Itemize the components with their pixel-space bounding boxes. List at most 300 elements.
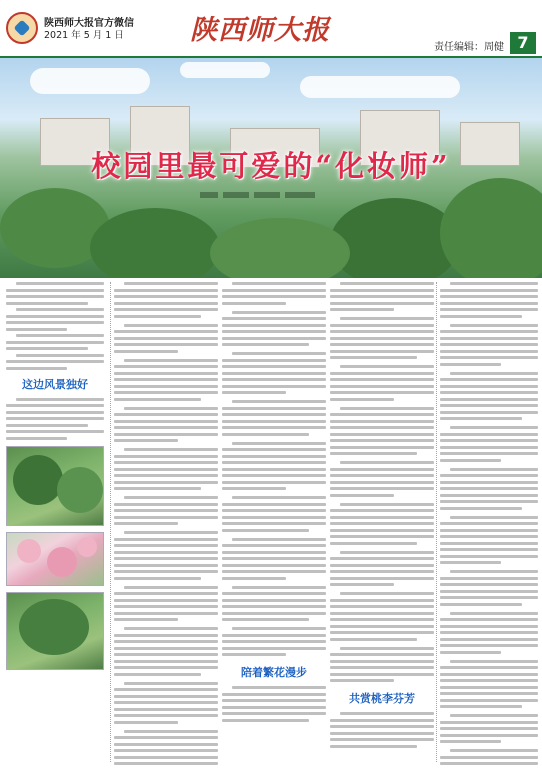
- paragraph-block: [222, 352, 326, 394]
- text-line-placeholder: [440, 404, 538, 407]
- text-line-placeholder: [6, 424, 88, 427]
- text-line-placeholder: [232, 496, 326, 499]
- text-line-placeholder: [330, 625, 434, 628]
- text-line-placeholder: [440, 391, 538, 394]
- text-line-placeholder: [114, 538, 218, 541]
- text-line-placeholder: [114, 385, 218, 388]
- paragraph-block: [114, 682, 218, 724]
- text-line-placeholder: [114, 756, 218, 759]
- text-line-placeholder: [114, 302, 218, 305]
- text-line-placeholder: [222, 712, 326, 715]
- text-line-placeholder: [222, 420, 326, 423]
- text-line-placeholder: [114, 736, 218, 739]
- text-line-placeholder: [450, 612, 538, 615]
- text-line-placeholder: [222, 433, 309, 436]
- paragraph-block: [330, 503, 434, 545]
- text-line-placeholder: [440, 295, 538, 298]
- text-line-placeholder: [222, 448, 326, 451]
- text-line-placeholder: [232, 586, 326, 589]
- text-line-placeholder: [114, 413, 218, 416]
- text-line-placeholder: [6, 315, 104, 318]
- text-line-placeholder: [340, 461, 434, 464]
- text-line-placeholder: [340, 365, 434, 368]
- text-line-placeholder: [114, 544, 218, 547]
- paragraph-block: [440, 324, 538, 366]
- text-line-placeholder: [450, 282, 538, 285]
- text-line-placeholder: [330, 738, 434, 741]
- byline-text-placeholder: [285, 192, 315, 198]
- text-line-placeholder: [114, 516, 218, 519]
- text-line-placeholder: [440, 529, 538, 532]
- paragraph-block: [440, 282, 538, 318]
- text-line-placeholder: [222, 612, 326, 615]
- text-line-placeholder: [114, 714, 218, 717]
- gallery-photo: [6, 592, 104, 670]
- text-line-placeholder: [222, 487, 286, 490]
- text-line-placeholder: [6, 430, 104, 433]
- text-line-placeholder: [114, 295, 218, 298]
- text-line-placeholder: [114, 433, 218, 436]
- text-line-placeholder: [330, 446, 434, 449]
- text-line-placeholder: [16, 334, 104, 337]
- text-line-placeholder: [330, 583, 394, 586]
- right-column: [440, 282, 538, 768]
- text-line-placeholder: [330, 719, 434, 722]
- text-line-placeholder: [330, 494, 394, 497]
- text-line-placeholder: [440, 762, 538, 765]
- text-line-placeholder: [114, 605, 218, 608]
- text-line-placeholder: [222, 592, 326, 595]
- text-line-placeholder: [222, 693, 326, 696]
- paragraph-block: [114, 730, 218, 768]
- text-line-placeholder: [340, 282, 434, 285]
- text-line-placeholder: [330, 487, 434, 490]
- text-line-placeholder: [114, 378, 218, 381]
- text-line-placeholder: [330, 599, 434, 602]
- text-line-placeholder: [232, 686, 326, 689]
- text-line-placeholder: [440, 452, 538, 455]
- text-line-placeholder: [222, 413, 326, 416]
- text-line-placeholder: [440, 378, 538, 381]
- text-line-placeholder: [232, 282, 326, 285]
- text-line-placeholder: [340, 551, 434, 554]
- text-line-placeholder: [124, 531, 218, 534]
- text-line-placeholder: [114, 721, 178, 724]
- text-line-placeholder: [450, 324, 538, 327]
- text-line-placeholder: [440, 577, 538, 580]
- text-line-placeholder: [330, 605, 434, 608]
- text-line-placeholder: [222, 640, 326, 643]
- paragraph-block: [440, 749, 538, 768]
- text-line-placeholder: [124, 282, 218, 285]
- text-line-placeholder: [222, 407, 326, 410]
- text-line-placeholder: [124, 586, 218, 589]
- text-line-placeholder: [114, 695, 218, 698]
- paragraph-block: [440, 570, 538, 606]
- text-line-placeholder: [232, 538, 326, 541]
- text-line-placeholder: [222, 481, 326, 484]
- text-line-placeholder: [114, 708, 218, 711]
- text-line-placeholder: [6, 289, 104, 292]
- text-line-placeholder: [440, 692, 538, 695]
- text-line-placeholder: [330, 535, 434, 538]
- text-line-placeholder: [232, 352, 326, 355]
- text-line-placeholder: [222, 289, 326, 292]
- text-line-placeholder: [222, 426, 326, 429]
- text-line-placeholder: [6, 328, 67, 331]
- paragraph-block: [222, 627, 326, 656]
- text-line-placeholder: [222, 544, 326, 547]
- paragraph-block: [222, 586, 326, 622]
- paragraph-block: [440, 372, 538, 421]
- text-line-placeholder: [114, 468, 218, 471]
- text-line-placeholder: [330, 666, 434, 669]
- text-line-placeholder: [440, 500, 538, 503]
- text-line-placeholder: [16, 398, 104, 401]
- paragraph-block: [440, 660, 538, 709]
- text-line-placeholder: [340, 317, 434, 320]
- paragraph-block: [330, 551, 434, 587]
- text-line-placeholder: [330, 564, 434, 567]
- text-line-placeholder: [440, 350, 538, 353]
- issue-date: 2021 年 5 月 1 日: [44, 30, 124, 41]
- text-line-placeholder: [440, 289, 538, 292]
- text-line-placeholder: [330, 679, 394, 682]
- text-line-placeholder: [330, 618, 434, 621]
- text-line-placeholder: [330, 308, 394, 311]
- text-line-placeholder: [6, 341, 104, 344]
- text-line-placeholder: [330, 631, 434, 634]
- paragraph-block: [114, 627, 218, 676]
- paragraph-block: [330, 712, 434, 748]
- paragraph-block: [114, 359, 218, 401]
- text-line-placeholder: [6, 302, 88, 305]
- text-line-placeholder: [222, 706, 326, 709]
- text-line-placeholder: [440, 673, 538, 676]
- text-line-placeholder: [222, 302, 286, 305]
- photo-detail: [19, 599, 89, 655]
- text-line-placeholder: [450, 749, 538, 752]
- text-line-placeholder: [440, 686, 538, 689]
- text-line-placeholder: [330, 732, 434, 735]
- byline-text-placeholder: [223, 192, 249, 198]
- text-line-placeholder: [330, 413, 434, 416]
- article-headline: 校园里最可爱的“化妆师”: [91, 149, 451, 183]
- text-line-placeholder: [330, 295, 434, 298]
- text-line-placeholder: [6, 411, 104, 414]
- text-line-placeholder: [330, 433, 434, 436]
- text-line-placeholder: [222, 647, 326, 650]
- text-line-placeholder: [232, 311, 326, 314]
- text-line-placeholder: [222, 522, 326, 525]
- column-divider: [436, 282, 437, 762]
- text-line-placeholder: [440, 727, 538, 730]
- text-line-placeholder: [450, 426, 538, 429]
- text-line-placeholder: [114, 420, 218, 423]
- text-line-placeholder: [222, 557, 326, 560]
- text-line-placeholder: [222, 378, 326, 381]
- gallery-photo: [6, 532, 104, 586]
- text-line-placeholder: [6, 347, 88, 350]
- text-line-placeholder: [330, 529, 434, 532]
- cloud-shape: [180, 62, 270, 78]
- text-line-placeholder: [114, 372, 218, 375]
- text-line-placeholder: [440, 535, 538, 538]
- text-line-placeholder: [222, 324, 326, 327]
- paragraph-block: [440, 426, 538, 462]
- text-line-placeholder: [114, 557, 218, 560]
- text-line-placeholder: [114, 666, 218, 669]
- text-line-placeholder: [114, 337, 218, 340]
- text-line-placeholder: [440, 756, 538, 759]
- text-line-placeholder: [222, 577, 286, 580]
- text-line-placeholder: [222, 295, 326, 298]
- paragraph-block: [330, 317, 434, 359]
- paragraph-block: [330, 282, 434, 311]
- text-line-placeholder: [222, 343, 309, 346]
- text-line-placeholder: [330, 385, 434, 388]
- text-line-placeholder: [114, 487, 201, 490]
- text-line-placeholder: [330, 289, 434, 292]
- text-line-placeholder: [114, 315, 201, 318]
- text-line-placeholder: [440, 705, 522, 708]
- paragraph-block: [330, 592, 434, 641]
- text-line-placeholder: [330, 612, 434, 615]
- text-line-placeholder: [440, 734, 538, 737]
- text-line-placeholder: [114, 522, 178, 525]
- paragraph-block: [440, 612, 538, 654]
- text-line-placeholder: [440, 638, 538, 641]
- text-line-placeholder: [222, 391, 286, 394]
- text-line-placeholder: [440, 596, 538, 599]
- text-line-placeholder: [330, 426, 434, 429]
- cloud-shape: [300, 76, 460, 98]
- text-line-placeholder: [450, 468, 538, 471]
- text-line-placeholder: [330, 330, 434, 333]
- text-line-placeholder: [114, 509, 218, 512]
- text-line-placeholder: [114, 618, 178, 621]
- text-line-placeholder: [6, 367, 67, 370]
- paragraph-block: [222, 538, 326, 580]
- text-line-placeholder: [114, 577, 201, 580]
- text-line-placeholder: [222, 365, 326, 368]
- text-line-placeholder: [440, 330, 538, 333]
- text-line-placeholder: [114, 343, 218, 346]
- text-line-placeholder: [6, 321, 104, 324]
- paragraph-block: [114, 586, 218, 622]
- text-line-placeholder: [330, 653, 434, 656]
- text-line-placeholder: [450, 570, 538, 573]
- text-line-placeholder: [114, 647, 218, 650]
- text-line-placeholder: [222, 474, 326, 477]
- text-line-placeholder: [222, 653, 286, 656]
- text-line-placeholder: [114, 289, 218, 292]
- paragraph-block: [440, 714, 538, 743]
- text-line-placeholder: [330, 745, 417, 748]
- text-line-placeholder: [114, 330, 218, 333]
- cloud-shape: [30, 68, 150, 94]
- text-line-placeholder: [440, 356, 538, 359]
- text-line-placeholder: [114, 599, 218, 602]
- text-line-placeholder: [330, 516, 434, 519]
- left-column: [6, 282, 104, 676]
- text-line-placeholder: [222, 516, 326, 519]
- paragraph-block: [330, 407, 434, 456]
- page-number-badge: 7: [510, 32, 536, 54]
- text-line-placeholder: [450, 660, 538, 663]
- photo-detail: [17, 539, 41, 563]
- photo-detail: [77, 537, 97, 557]
- section-heading: 陪着繁花漫步: [241, 666, 307, 679]
- text-line-placeholder: [440, 561, 501, 564]
- text-line-placeholder: [330, 577, 434, 580]
- text-line-placeholder: [440, 363, 501, 366]
- text-line-placeholder: [440, 651, 501, 654]
- text-line-placeholder: [440, 542, 538, 545]
- text-line-placeholder: [114, 426, 218, 429]
- text-line-placeholder: [114, 570, 218, 573]
- paragraph-block: [114, 282, 218, 318]
- text-line-placeholder: [124, 407, 218, 410]
- text-line-placeholder: [330, 398, 394, 401]
- text-line-placeholder: [330, 378, 434, 381]
- wechat-label: 陕西师大报官方微信: [44, 18, 134, 29]
- hero-photo: [0, 58, 542, 278]
- column-divider: [110, 282, 111, 762]
- text-line-placeholder: [440, 439, 538, 442]
- text-line-placeholder: [222, 359, 326, 362]
- paragraph-block: [114, 324, 218, 353]
- text-line-placeholder: [6, 417, 104, 420]
- text-line-placeholder: [440, 446, 538, 449]
- text-line-placeholder: [440, 308, 538, 311]
- paragraph-block: [114, 531, 218, 580]
- text-line-placeholder: [330, 391, 434, 394]
- text-line-placeholder: [6, 295, 104, 298]
- section-heading: 这边风景独好: [22, 377, 88, 391]
- text-line-placeholder: [222, 599, 326, 602]
- text-line-placeholder: [330, 570, 434, 573]
- text-line-placeholder: [450, 516, 538, 519]
- text-line-placeholder: [440, 625, 538, 628]
- text-line-placeholder: [16, 354, 104, 357]
- text-line-placeholder: [114, 660, 218, 663]
- text-line-placeholder: [440, 343, 538, 346]
- paragraph-block: [440, 516, 538, 565]
- text-line-placeholder: [440, 721, 538, 724]
- text-line-placeholder: [6, 437, 67, 440]
- text-line-placeholder: [114, 461, 218, 464]
- text-line-placeholder: [124, 682, 218, 685]
- text-line-placeholder: [330, 372, 434, 375]
- paragraph-block: [222, 442, 326, 491]
- photo-detail: [13, 455, 63, 505]
- text-line-placeholder: [222, 551, 326, 554]
- text-line-placeholder: [330, 673, 434, 676]
- text-line-placeholder: [222, 455, 326, 458]
- text-line-placeholder: [114, 474, 218, 477]
- text-line-placeholder: [440, 481, 538, 484]
- text-line-placeholder: [222, 330, 326, 333]
- text-line-placeholder: [450, 372, 538, 375]
- text-line-placeholder: [330, 452, 417, 455]
- text-line-placeholder: [114, 308, 218, 311]
- text-line-placeholder: [222, 719, 309, 722]
- text-line-placeholder: [440, 337, 538, 340]
- text-line-placeholder: [440, 699, 538, 702]
- text-line-placeholder: [114, 762, 218, 765]
- paragraph-block: [222, 686, 326, 722]
- article-byline: [200, 184, 342, 198]
- text-line-placeholder: [330, 337, 434, 340]
- text-line-placeholder: [330, 356, 417, 359]
- text-line-placeholder: [440, 644, 538, 647]
- text-line-placeholder: [340, 647, 434, 650]
- text-line-placeholder: [330, 638, 417, 641]
- text-line-placeholder: [222, 317, 326, 320]
- middle-column-2: [222, 282, 326, 728]
- gallery-photo: [6, 446, 104, 526]
- text-line-placeholder: [114, 564, 218, 567]
- text-line-placeholder: [440, 474, 538, 477]
- text-line-placeholder: [222, 461, 326, 464]
- text-line-placeholder: [330, 474, 434, 477]
- text-line-placeholder: [114, 673, 201, 676]
- text-line-placeholder: [330, 439, 434, 442]
- byline-text-placeholder: [254, 192, 280, 198]
- text-line-placeholder: [222, 468, 326, 471]
- text-line-placeholder: [222, 634, 326, 637]
- text-line-placeholder: [114, 612, 218, 615]
- text-line-placeholder: [330, 557, 434, 560]
- text-line-placeholder: [6, 404, 104, 407]
- text-line-placeholder: [16, 282, 104, 285]
- text-line-placeholder: [440, 459, 501, 462]
- text-line-placeholder: [114, 398, 201, 401]
- text-line-placeholder: [222, 509, 326, 512]
- text-line-placeholder: [114, 439, 178, 442]
- text-line-placeholder: [440, 618, 538, 621]
- text-line-placeholder: [440, 555, 538, 558]
- paragraph-block: [222, 400, 326, 436]
- text-line-placeholder: [114, 551, 218, 554]
- text-line-placeholder: [232, 442, 326, 445]
- paragraph-block: [114, 407, 218, 443]
- text-line-placeholder: [330, 542, 417, 545]
- text-line-placeholder: [222, 618, 309, 621]
- text-line-placeholder: [16, 308, 104, 311]
- text-line-placeholder: [114, 701, 218, 704]
- text-line-placeholder: [440, 548, 538, 551]
- paragraph-block: [330, 647, 434, 683]
- paragraph-block: [330, 365, 434, 401]
- text-line-placeholder: [330, 522, 434, 525]
- text-line-placeholder: [440, 433, 538, 436]
- text-line-placeholder: [450, 714, 538, 717]
- text-line-placeholder: [440, 679, 538, 682]
- text-line-placeholder: [440, 590, 538, 593]
- text-line-placeholder: [330, 324, 434, 327]
- text-line-placeholder: [440, 315, 522, 318]
- text-line-placeholder: [440, 417, 522, 420]
- text-line-placeholder: [232, 400, 326, 403]
- text-line-placeholder: [222, 605, 326, 608]
- paragraph-block: [114, 448, 218, 490]
- paragraph-block: [222, 282, 326, 305]
- text-line-placeholder: [330, 350, 434, 353]
- paragraph-block: [222, 311, 326, 347]
- text-line-placeholder: [440, 522, 538, 525]
